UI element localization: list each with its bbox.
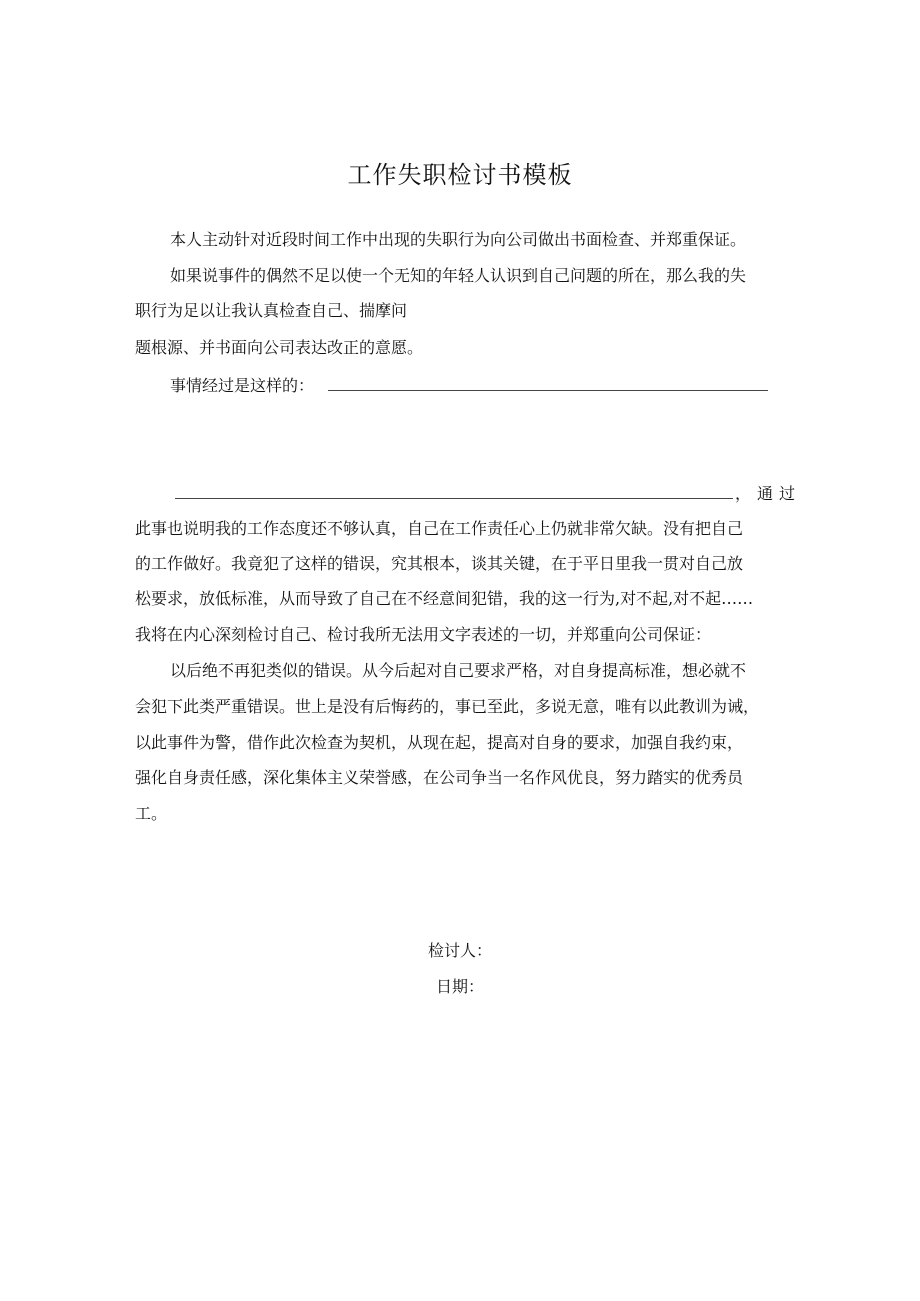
- incident-blank-line[interactable]: [328, 374, 768, 391]
- paragraph-4-line-3: 的工作做好。我竟犯了这样的错误，究其根本，谈其关键，在于平日里我一贯对自己放: [135, 554, 744, 573]
- paragraph-3: [170, 374, 795, 398]
- paragraph-4-line-5: 我将在内心深刻检讨自己、检讨我所无法用文字表述的一切，并郑重向公司保证：: [135, 625, 712, 644]
- paragraph-5-line-4: 强化自身责任感，深化集体主义荣誉感，在公司争当一名作风优良，努力踏实的优秀员: [135, 768, 744, 787]
- paragraph-1: 本人主动针对近段时间工作中出现的失职行为向公司做出书面检查、并郑重保证。: [170, 230, 747, 249]
- paragraph-5-line-1: 以后绝不再犯类似的错误。从今后起对自己要求严格，对自身提高标准，想必就不: [170, 661, 747, 680]
- paragraph-5-line-2: 会犯下此类严重错误。世上是没有后悔药的，事已至此，多说无意，唯有以此教训为诫，: [135, 697, 760, 716]
- paragraph-2-line-3: 题根源、并书面向公司表达改正的意愿。: [135, 338, 424, 357]
- paragraph-4-line-2: 此事也说明我的工作态度还不够认真，自己在工作责任心上仍就非常欠缺。没有把自己: [135, 519, 744, 538]
- paragraph-4-suffix: ，通过: [735, 484, 802, 503]
- paragraph-5-line-5: 工。: [135, 804, 168, 823]
- paragraph-5-line-3: 以此事件为警，借作此次检查为契机，从现在起，提高对自身的要求，加强自我约束，: [135, 733, 744, 752]
- paragraph-4-line-1: [175, 482, 802, 506]
- date-label: 日期：: [435, 977, 484, 996]
- paragraph-2-line-2: 职行为足以让我认真检查自己、揣摩问: [135, 301, 408, 320]
- paragraph-2-line-1: 如果说事件的偶然不足以使一个无知的年轻人认识到自己问题的所在，那么我的失: [170, 266, 747, 285]
- paragraph-4-line-4: 松要求，放低标准，从而导致了自己在不经意间犯错，我的这一行为,对不起,对不起……: [135, 589, 754, 608]
- incident-detail-blank-line[interactable]: [175, 482, 733, 499]
- incident-label: 事情经过是这样的：: [170, 376, 315, 395]
- signer-label: 检讨人：: [427, 941, 492, 960]
- document-title: 工作失职检讨书模板: [347, 161, 573, 189]
